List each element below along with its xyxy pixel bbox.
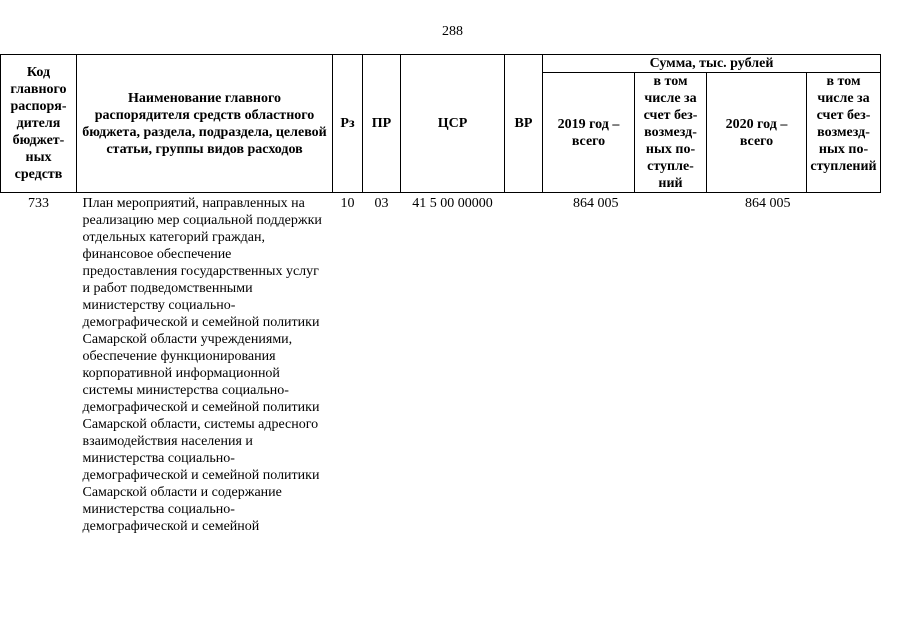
header-vr: ВР: [505, 55, 543, 193]
cell-2019-total: 864 005: [573, 196, 619, 211]
cell-2019-free: [635, 193, 707, 536]
table-row: [1, 193, 881, 536]
cell-rz: 10: [340, 196, 355, 211]
cell-code: 733: [28, 196, 49, 211]
cell-name: План мероприятий, направленных на реализацию мер социальной поддержки отдельных категорий граждан, финансовое обеспечение предоставления государственных услуг и работ подведомственными министерству социально-демографической и семейной политики Самарской области учреждениями, обеспечение функционирования корпоративной информационной системы министерства социально-демографической и семейной политики Самарской области, системы адресного взаимодействия населения и министерства социально-демографической и семейной политики Самарской области и содержание министерства социально-демографической и семейной: [82, 196, 322, 534]
header-name: [77, 55, 333, 193]
table-header: [1, 55, 881, 193]
cell-csr: 41 5 00 00000: [412, 196, 493, 211]
cell-2020-total: 864 005: [745, 196, 791, 211]
header-2020-free: в том числе за счет без-возмезд-ных по-ступлений: [807, 73, 881, 193]
cell-2020-free: [807, 193, 881, 536]
header-csr: ЦСР: [401, 55, 505, 193]
header-pr: ПР: [363, 55, 401, 193]
header-name-label: Наименование главного распорядителя средств областного бюджета, раздела, подраздела, целевой статьи, группы видов расходов: [82, 90, 327, 157]
header-2020-total: 2020 год – всего: [707, 73, 807, 193]
page-number: 288: [442, 24, 463, 39]
header-rz: Рз: [333, 55, 363, 193]
cell-pr: 03: [374, 196, 389, 211]
cell-vr: [505, 193, 543, 536]
header-2019-free: в том числе за счет без-возмезд-ных по-ступле-ний: [635, 73, 707, 193]
header-sum-group: Сумма, тыс. рублей: [543, 55, 881, 73]
header-2019-total: 2019 год – всего: [543, 73, 635, 193]
header-code: [1, 55, 77, 193]
budget-table: [0, 54, 881, 535]
header-code-label: Код главного распоря-дителя бюджет-ных средств: [10, 65, 67, 182]
